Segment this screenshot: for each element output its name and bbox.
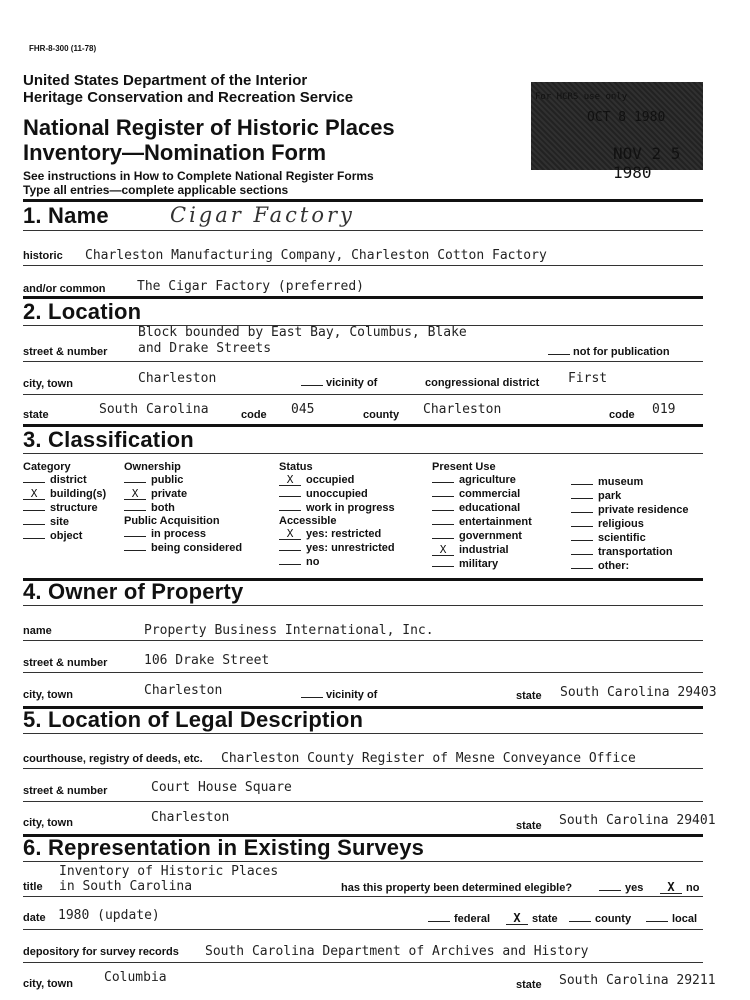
survey-state-value: South Carolina 29211 (559, 973, 716, 988)
owner-street-value: 106 Drake Street (144, 653, 270, 668)
status-column (279, 461, 395, 569)
ownership-option (124, 501, 242, 515)
accessible-option (279, 541, 395, 555)
street-line-2: and Drake Streets (138, 341, 272, 356)
legal-city-value: Charleston (151, 810, 230, 825)
present-use-head: Present Use (432, 461, 496, 473)
present-use-checkbox (571, 540, 593, 541)
courthouse-line (23, 768, 703, 769)
present-use-checkbox (571, 512, 593, 513)
legal-street-value: Court House Square (151, 780, 292, 795)
present-use-option (432, 543, 532, 557)
present-use-checkbox (432, 496, 454, 497)
stamp-header: For HCRS use only (535, 92, 628, 102)
state-value: South Carolina (99, 402, 209, 417)
owner-name-label: name (23, 625, 52, 637)
owner-state-value: South Carolina 29403 (560, 685, 717, 700)
section-1-rule (23, 199, 703, 202)
category-option (23, 529, 106, 543)
survey-date-value: 1980 (update) (58, 908, 160, 923)
courthouse-value: Charleston County Register of Mesne Conveyance Office (221, 751, 636, 766)
street-label: street & number (23, 346, 108, 358)
present-use-option (571, 559, 689, 573)
owner-city-value: Charleston (144, 683, 223, 698)
present-use-option-label: transportation (598, 546, 673, 558)
accessible-option-label: no (306, 556, 320, 568)
status-option-label: unoccupied (306, 488, 368, 500)
public-acquisition-head: Public Acquisition (124, 515, 220, 527)
present-use-option (432, 515, 532, 529)
section-2-heading: 2. Location (23, 299, 142, 324)
state-code-value: 045 (291, 402, 315, 417)
category-option (23, 515, 106, 529)
survey-city-label: city, town (23, 978, 73, 990)
instructions-line-2: Type all entries—complete applicable sections (23, 183, 289, 197)
legal-state-label: state (516, 820, 542, 832)
county-code-value: 019 (652, 402, 676, 417)
local-option: local (646, 913, 697, 925)
ownership-option-label: private (151, 488, 188, 500)
street-line-1: Block bounded by East Bay, Columbus, Blake (138, 325, 467, 340)
legal-street-line (23, 801, 703, 802)
category-option-label: building(s) (50, 488, 107, 500)
state-option: X state (506, 913, 558, 925)
section-4-heading: 4. Owner of Property (23, 579, 244, 604)
section-1-underline (23, 230, 703, 231)
present-use-option-label: military (459, 558, 499, 570)
agency-line-2: Heritage Conservation and Recreation Service (23, 89, 354, 106)
owner-street-label: street & number (23, 657, 108, 669)
category-option-label: structure (50, 502, 98, 514)
survey-city-value: Columbia (104, 970, 167, 985)
present-use-checkbox (432, 482, 454, 483)
present-use-option-label: private residence (598, 504, 689, 516)
category-checkbox (23, 538, 45, 539)
present-use-option (432, 487, 532, 501)
ownership-option (124, 487, 242, 501)
section-3-underline (23, 453, 703, 454)
present-use-checkbox (432, 524, 454, 525)
city-line (23, 394, 703, 395)
accessible-option (279, 555, 395, 569)
present-use-option (571, 489, 689, 503)
county-option: county (569, 913, 631, 925)
present-use-checkbox (432, 566, 454, 567)
owner-name-value: Property Business International, Inc. (144, 623, 434, 638)
present-use-checkbox (571, 498, 593, 499)
present-use-column (432, 461, 532, 571)
category-checkbox (23, 510, 45, 511)
owner-name-line (23, 640, 703, 641)
not-for-publication: not for publication (548, 346, 670, 358)
depository-label: depository for survey records (23, 946, 179, 958)
section-4-underline (23, 605, 703, 606)
public-acquisition-option-label: being considered (151, 542, 243, 554)
federal-option: federal (428, 913, 490, 925)
accessible-checkbox: X (279, 528, 301, 540)
present-use-checkbox (571, 568, 593, 569)
public-acquisition-option (124, 541, 242, 555)
historic-value: Charleston Manufacturing Company, Charleston Cotton Factory (85, 248, 547, 263)
public-acquisition-checkbox (124, 536, 146, 537)
present-use-option-label: other: (598, 560, 630, 572)
category-option-label: district (50, 474, 87, 486)
accessible-option-label: yes: unrestricted (306, 542, 395, 554)
accessible-head: Accessible (279, 515, 337, 527)
eligible-no: X no (660, 882, 699, 894)
status-checkbox: X (279, 474, 301, 486)
survey-title-line (23, 896, 703, 897)
accessible-checkbox (279, 550, 301, 551)
form-title-line-2: Inventory—Nomination Form (23, 140, 327, 165)
present-use-checkbox (432, 538, 454, 539)
owner-vicinity-of: vicinity of (301, 689, 377, 701)
city-value: Charleston (138, 371, 217, 386)
section-1-heading: 1. Name (23, 203, 109, 228)
congressional-district-value: First (568, 371, 608, 386)
ownership-checkbox: X (124, 488, 146, 500)
code-label: code (241, 409, 267, 421)
survey-title-line-2: in South Carolina (59, 879, 193, 894)
present-use-checkbox (571, 526, 593, 527)
survey-date-label: date (23, 912, 46, 924)
present-use-option-label: industrial (459, 544, 509, 556)
present-use-checkbox (571, 554, 593, 555)
vicinity-of: vicinity of (301, 377, 377, 389)
status-option-label: occupied (306, 474, 355, 486)
accessible-option-label: yes: restricted (306, 528, 382, 540)
category-checkbox: X (23, 488, 45, 500)
category-checkbox (23, 482, 45, 483)
status-option-label: work in progress (306, 502, 395, 514)
eligible-yes: yes (599, 882, 643, 894)
present-use-column-2 (571, 475, 689, 573)
status-option (279, 473, 395, 487)
present-use-option-label: religious (598, 518, 644, 530)
present-use-option-label: government (459, 530, 522, 542)
common-value: The Cigar Factory (preferred) (137, 279, 364, 294)
owner-state-label: state (516, 690, 542, 702)
present-use-option-label: park (598, 490, 622, 502)
status-option (279, 487, 395, 501)
ownership-option-label: both (151, 502, 175, 514)
legal-city-label: city, town (23, 817, 73, 829)
ownership-option (124, 473, 242, 487)
present-use-checkbox (432, 510, 454, 511)
present-use-option (571, 503, 689, 517)
survey-title-line-1: Inventory of Historic Places (59, 864, 279, 879)
section-6-underline (23, 861, 703, 862)
city-label: city, town (23, 378, 73, 390)
present-use-option (571, 545, 689, 559)
present-use-option-label: agriculture (459, 474, 516, 486)
owner-city-label: city, town (23, 689, 73, 701)
category-option-label: site (50, 516, 69, 528)
historic-label: historic (23, 250, 63, 262)
category-option (23, 501, 106, 515)
form-id: FHR-8-300 (11-78) (29, 44, 97, 53)
present-use-checkbox (571, 484, 593, 485)
present-use-option (571, 531, 689, 545)
status-head: Status (279, 461, 313, 473)
section-5-underline (23, 733, 703, 734)
public-acquisition-option (124, 527, 242, 541)
category-column (23, 461, 106, 543)
eligible-question: has this property been determined elegible? (341, 882, 573, 894)
survey-title-label: title (23, 881, 43, 893)
ownership-option-label: public (151, 474, 184, 486)
historic-line (23, 265, 703, 266)
present-use-option (571, 475, 689, 489)
section-6-heading: 6. Representation in Existing Surveys (23, 835, 425, 860)
category-option (23, 473, 106, 487)
present-use-checkbox: X (432, 544, 454, 556)
ownership-checkbox (124, 510, 146, 511)
category-option (23, 487, 106, 501)
common-label: and/or common (23, 283, 106, 295)
present-use-option-label: educational (459, 502, 521, 514)
status-option (279, 501, 395, 515)
ownership-checkbox (124, 482, 146, 483)
courthouse-label: courthouse, registry of deeds, etc. (23, 753, 203, 765)
form-title-line-1: National Register of Historic Places (23, 115, 395, 140)
owner-street-line (23, 672, 703, 673)
instructions-line-1: See instructions in How to Complete National Register Forms (23, 169, 374, 183)
depository-value: South Carolina Department of Archives and History (205, 944, 589, 959)
county-value: Charleston (423, 402, 502, 417)
survey-state-label: state (516, 979, 542, 991)
accessible-checkbox (279, 564, 301, 565)
handwritten-name: Cigar Factory (170, 203, 355, 227)
ownership-head: Ownership (124, 461, 181, 473)
present-use-option (432, 473, 532, 487)
section-5-heading: 5. Location of Legal Description (23, 707, 364, 732)
legal-street-label: street & number (23, 785, 108, 797)
agency-line-1: United States Department of the Interior (23, 72, 308, 89)
status-checkbox (279, 496, 301, 497)
present-use-option-label: museum (598, 476, 644, 488)
street-line (23, 361, 703, 362)
category-head: Category (23, 461, 71, 473)
stamp-received-date: OCT 8 1980 (587, 110, 666, 125)
survey-date-line (23, 929, 703, 930)
status-checkbox (279, 510, 301, 511)
public-acquisition-checkbox (124, 550, 146, 551)
accessible-option (279, 527, 395, 541)
present-use-option (432, 501, 532, 515)
county-label: county (363, 409, 400, 421)
congressional-district-label: congressional district (425, 377, 540, 389)
public-acquisition-option-label: in process (151, 528, 207, 540)
category-option-label: object (50, 530, 83, 542)
section-3-heading: 3. Classification (23, 427, 194, 452)
depository-line (23, 962, 703, 963)
legal-state-value: South Carolina 29401 (559, 813, 716, 828)
county-code-label: code (609, 409, 635, 421)
present-use-option (432, 557, 532, 571)
category-checkbox (23, 524, 45, 525)
present-use-option (571, 517, 689, 531)
present-use-option-label: entertainment (459, 516, 532, 528)
present-use-option-label: scientific (598, 532, 646, 544)
state-label: state (23, 409, 49, 421)
present-use-option-label: commercial (459, 488, 521, 500)
stamp-entered-date: NOV 2 5 1980 (613, 144, 681, 182)
present-use-option (432, 529, 532, 543)
hcrs-use-stamp (531, 82, 703, 182)
ownership-column (124, 461, 242, 555)
